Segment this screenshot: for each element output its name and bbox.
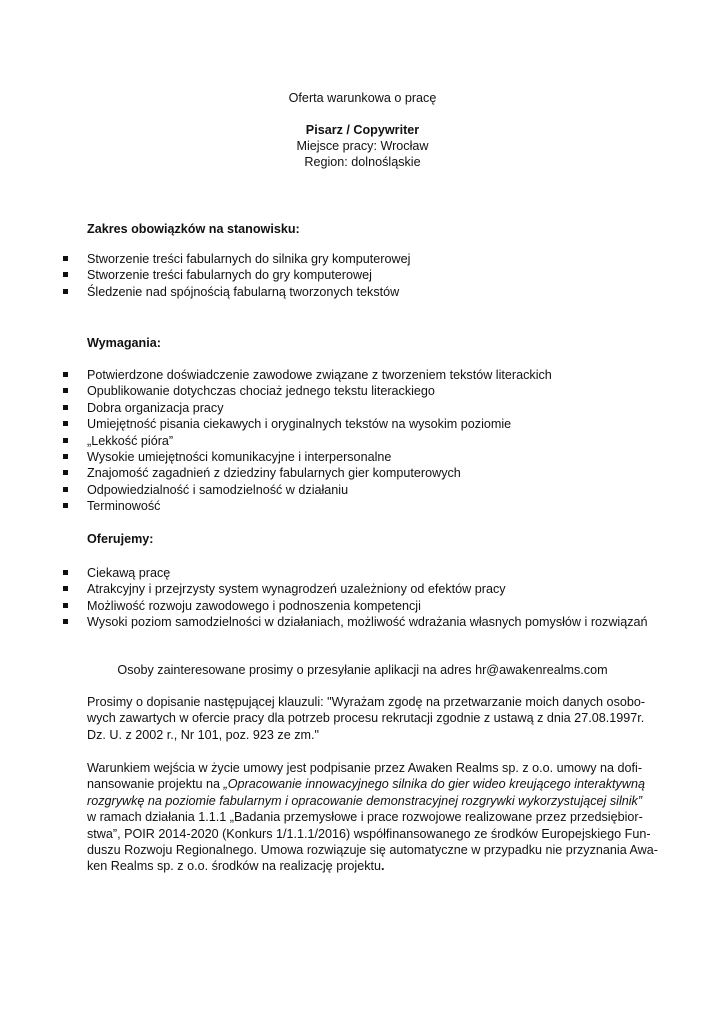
bullet-square-icon: [63, 470, 68, 475]
list-item: Możliwość rozwoju zawodowego i podnoszenia kompetencji: [63, 598, 648, 614]
consent-clause: Prosimy o dopisanie następującej klauzuli: "Wyrażam zgodę na przetwarzanie moich danych osobo- wych zawartych w ofercie pracy dla potrzeb procesu rekrutacji zgodnie z ustawą z dnia 27.08.1997r. Dz. U. z 2002 r., Nr 101, poz. 923 ze zm.": [87, 695, 646, 742]
list-item: Stworzenie treści fabularnych do gry komputerowej: [63, 267, 410, 283]
list-item: Odpowiedzialność i samodzielność w działaniu: [63, 482, 552, 498]
list-item: Wysokie umiejętności komunikacyjne i interpersonalne: [63, 449, 552, 465]
offer-list: [63, 565, 648, 631]
list-item: Terminowość: [63, 498, 552, 514]
duties-heading: Zakres obowiązków na stanowisku:: [87, 222, 300, 236]
bullet-square-icon: [63, 586, 68, 591]
list-item: Ciekawą pracę: [63, 565, 648, 581]
list-item: Dobra organizacja pracy: [63, 400, 552, 416]
bullet-square-icon: [63, 372, 68, 377]
bullet-square-icon: [63, 388, 68, 393]
document-title: Oferta warunkowa o pracę: [288, 91, 437, 105]
bullet-square-icon: [63, 603, 68, 608]
work-place: Miejsce pracy: Wrocław: [296, 139, 429, 153]
duties-list: [63, 251, 410, 300]
bullet-square-icon: [63, 570, 68, 575]
offer-heading: Oferujemy:: [87, 532, 154, 546]
bullet-square-icon: [63, 405, 68, 410]
bullet-square-icon: [63, 487, 68, 492]
bullet-square-icon: [63, 256, 68, 261]
funding-paragraph: Warunkiem wejścia w życie umowy jest podpisanie przez Awaken Realms sp. z o.o. umowy na dofi- nansowanie projektu na „Opracowanie innowacyjnego silnika do gier wideo kreującego interaktywną rozgrywkę na poziomie fabularnym i opracowanie demonstracyjnej rozgrywki wykorzystującej silnik” w ramach działania 1.1.1 „Badania przemysłowe i prace rozwojowe realizowane przez przedsiębior- stwa”, POIR 2014-2020 (Konkurs 1/1.1.1/2016) współfinansowanego ze środków Europejskiego Fun- duszu Rozwoju Regionalnego. Umowa rozwiązuje się automatyczne w przypadku nie przyznania Awa- ken Realms sp. z o.o. środków na realizację projektu.: [87, 761, 658, 874]
list-item: Stworzenie treści fabularnych do silnika gry komputerowej: [63, 251, 410, 267]
contact-info: Osoby zainteresowane prosimy o przesyłanie aplikacji na adres hr@awakenrealms.com: [117, 663, 608, 677]
list-item: Śledzenie nad spójnością fabularną tworzonych tekstów: [63, 284, 410, 300]
requirements-heading: Wymagania:: [87, 336, 161, 350]
list-item: Atrakcyjny i przejrzysty system wynagrodzeń uzależniony od efektów pracy: [63, 581, 648, 597]
list-item: Znajomość zagadnień z dziedziny fabularnych gier komputerowych: [63, 465, 552, 481]
bullet-square-icon: [63, 272, 68, 277]
list-item: „Lekkość pióra”: [63, 433, 552, 449]
list-item: Potwierdzone doświadczenie zawodowe związane z tworzeniem tekstów literackich: [63, 367, 552, 383]
work-region: Region: dolnośląskie: [304, 155, 421, 169]
bullet-square-icon: [63, 619, 68, 624]
bullet-square-icon: [63, 289, 68, 294]
job-title: Pisarz / Copywriter: [305, 123, 420, 137]
bullet-square-icon: [63, 438, 68, 443]
list-item: Opublikowanie dotychczas chociaż jednego tekstu literackiego: [63, 383, 552, 399]
bullet-square-icon: [63, 421, 68, 426]
bullet-square-icon: [63, 503, 68, 508]
list-item: Wysoki poziom samodzielności w działaniach, możliwość wdrażania własnych pomysłów i rozwiązań: [63, 614, 648, 630]
bullet-square-icon: [63, 454, 68, 459]
list-item: Umiejętność pisania ciekawych i oryginalnych tekstów na wysokim poziomie: [63, 416, 552, 432]
requirements-list: [63, 367, 552, 515]
